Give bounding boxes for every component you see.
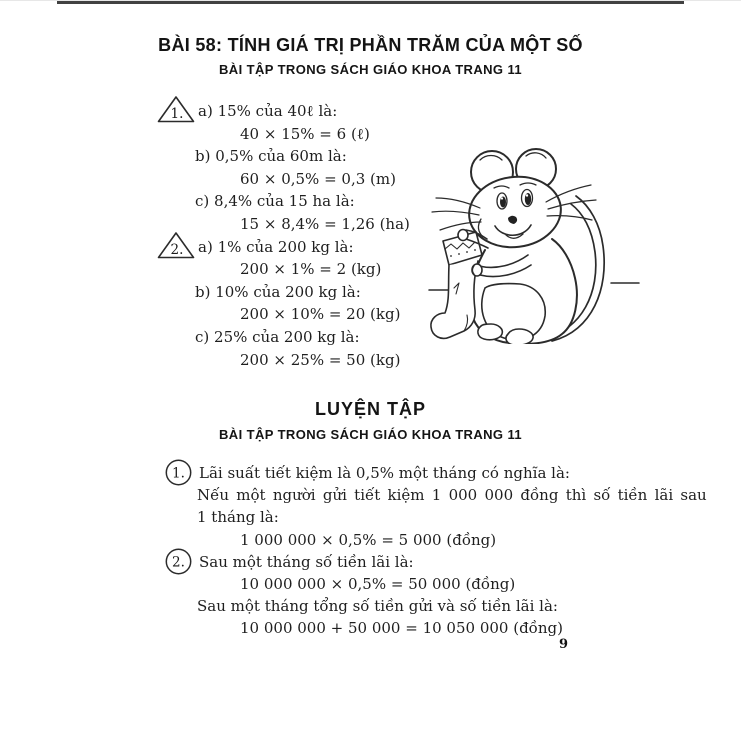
question-text: a) 15% của 40ℓ là: xyxy=(198,102,338,120)
problem-number: 2. xyxy=(170,241,184,258)
statement-text: Sau một tháng tổng số tiền gửi và số tiền lãi là: xyxy=(197,597,558,616)
circle-badge-icon xyxy=(165,548,192,575)
question-text: b) 0,5% của 60m là: xyxy=(195,147,347,166)
problem-number: 2. xyxy=(172,554,185,571)
mouse-illustration xyxy=(428,142,640,344)
problem-number: 1. xyxy=(170,106,184,122)
answer-equation: 40 × 15% = 6 (ℓ) xyxy=(240,124,370,143)
answer-equation: 1 000 000 × 0,5% = 5 000 (đồng) xyxy=(240,530,497,549)
question-text: b) 10% của 200 kg là: xyxy=(195,282,361,301)
lesson-title: BÀI 58: TÍNH GIÁ TRỊ PHẦN TRĂM CỦA MỘT SỐ xyxy=(158,35,583,55)
question-text: c) 25% của 200 kg là: xyxy=(195,327,360,346)
question-text: a) 1% của 200 kg là: xyxy=(198,237,354,256)
mouse-foot xyxy=(506,329,533,344)
statement-text: Lãi suất tiết kiệm là 0,5% một tháng có nghĩa là: xyxy=(199,464,570,482)
answer-equation: 10 000 000 + 50 000 = 10 050 000 (đồng) xyxy=(240,619,563,638)
answer-equation: 200 × 25% = 50 (kg) xyxy=(240,350,401,369)
problem-number: 1. xyxy=(172,465,185,482)
triangle-badge-icon xyxy=(156,230,196,260)
triangle-badge-icon xyxy=(156,94,196,124)
statement-text: Nếu một người gửi tiết kiệm 1 000 000 đồng thì số tiền lãi sau xyxy=(197,486,707,505)
luyentap-problems-section xyxy=(165,462,707,640)
circle-badge-icon xyxy=(165,459,192,486)
question-text: c) 8,4% của 15 ha là: xyxy=(195,192,355,211)
answer-equation: 200 × 1% = 2 (kg) xyxy=(240,260,382,279)
section-subtitle: BÀI TẬP TRONG SÁCH GIÁO KHOA TRANG 11 xyxy=(219,427,522,442)
answer-equation: 200 × 10% = 20 (kg) xyxy=(240,305,401,324)
lesson-subtitle: BÀI TẬP TRONG SÁCH GIÁO KHOA TRANG 11 xyxy=(219,62,522,77)
problem-row xyxy=(165,462,635,484)
section-title: LUYỆN TẬP xyxy=(314,399,426,419)
page-number: 9 xyxy=(559,637,569,652)
top-rule xyxy=(57,1,684,4)
answer-equation: 60 × 0,5% = 0,3 (m) xyxy=(240,169,396,188)
answer-equation: 10 000 000 × 0,5% = 50 000 (đồng) xyxy=(240,575,516,594)
problem-row xyxy=(165,551,635,573)
statement-text: Sau một tháng số tiền lãi là: xyxy=(199,552,414,571)
answer-equation: 15 × 8,4% = 1,26 (ha) xyxy=(240,214,410,233)
mouse-foot xyxy=(478,324,503,340)
problem-row xyxy=(158,100,598,123)
statement-text: 1 tháng là: xyxy=(197,508,279,527)
